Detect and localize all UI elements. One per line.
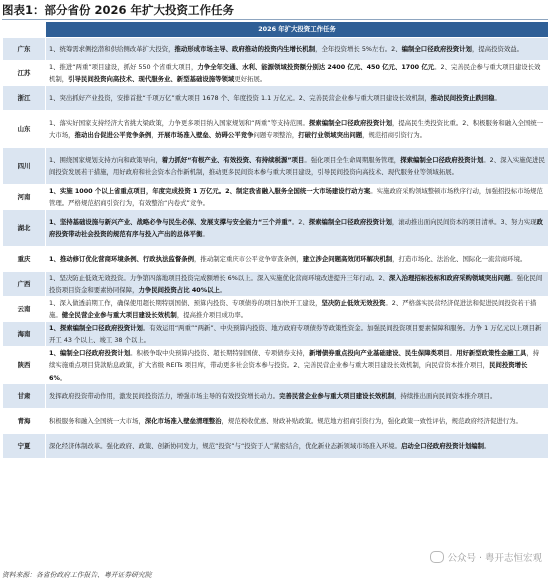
table-row (3, 61, 549, 86)
task-cell (46, 148, 549, 185)
task-text-bold: 推动出台促进公平竞争条例 (74, 131, 152, 139)
task-text: 积极服务和融入全国统一大市场， (49, 416, 145, 425)
task-text: ，全年投资增长 5%左右。2、 (315, 44, 402, 53)
task-cell (46, 384, 549, 409)
task-text: ，持续推出面向民间资本推介项目。 (394, 391, 497, 400)
task-text-bold: 力争全年交通、水利、能源领域投资额分别达 2400 亿元、450 亿元、1700 亿元 (197, 63, 435, 71)
task-text-bold: 1、坚持基础设施与新兴产业、战略必争与民生必保、发展支撑与安全能力“三个并重” (49, 217, 292, 226)
task-text: 问题专项整治， (253, 131, 299, 139)
task-text-bold: 健全民营企业参与重大项目建设长效机制 (61, 311, 177, 320)
table-row (3, 347, 549, 384)
task-text-bold: 打破行业领域突出问题 (298, 131, 363, 139)
table-row (3, 434, 549, 459)
task-text-bold: 坚决防止低效无效投资 (321, 299, 386, 307)
task-cell (46, 61, 549, 86)
task-text: ，推动制定重庆市公平竞争审查条例， (194, 254, 303, 263)
task-text: 。2、严格落实民营经济促进法和促进民间投资若干措施。 (49, 299, 537, 320)
province-cell: 山东 (3, 111, 46, 148)
task-text: 深化经济体制改革。强化政府、政策、创新协同发力，规范“投资”与“投资于人”紧密结合，优化新业态新领域市场准入环境。 (49, 441, 401, 450)
task-text: 1、推进“两重”项目建设，抓好 550 个省重大项目， (49, 63, 198, 71)
table-row (3, 272, 549, 297)
task-text: 。 (449, 349, 457, 357)
task-cell (46, 347, 549, 384)
task-text-bold: 1、实施 1000 个以上省重点项目，年度完成投资 1 万亿元。2、制定我省融入服务全国统一大市场建设行动方案 (49, 187, 371, 195)
task-text: 1、深入做透前期工作，确保使用超长期特别国债、预算内投资、专项债券的项目加快开工建设， (49, 299, 322, 307)
task-text: 发挥政府投资带动作用，激发民间投资活力，增强市场主导的有效投资增长动力。 (49, 391, 280, 400)
task-text: ，提高推介项目成功率。 (176, 311, 248, 320)
task-text: ，提高投资效益。 (471, 44, 524, 53)
task-text: ，滚动推出面向民间资本的项目清单。3、努力实现 (391, 217, 537, 226)
figure-title: 图表1：部分省份 2026 年扩大投资工作任务 (2, 3, 235, 17)
task-text-bold: 1、探索编制全口径政府投资计划 (49, 324, 143, 332)
province-cell: 湖北 (3, 210, 46, 247)
task-text-bold: 引导民间投资向高技术、现代服务业、新型基础设施等领域 (68, 75, 235, 84)
task-text: 。积极争取中央预算内投资、超长期特别国债、专项债券支持， (130, 349, 310, 357)
table-row (3, 210, 549, 247)
task-text-bold: 开展市场准入壁垒、妨碍公平竞争 (157, 131, 254, 139)
task-text-bold: 1、推动修订优化营商环境条例、行政执法监督条例 (49, 254, 195, 263)
province-cell: 重庆 (3, 247, 46, 272)
task-text: 1、坚决防止低效无效投资。力争第四落地项目投资完成额增长 6%以上。深入实施优化营商环境改进提升三年行动。2、 (49, 274, 389, 282)
task-cell (46, 111, 549, 148)
task-text: 。强化项目全生命周期服务管理， (304, 155, 401, 164)
province-cell: 陕西 (3, 347, 46, 384)
task-text-bold: 深化市场准入壁垒清理整治 (144, 416, 222, 425)
task-text-bold: 新增债券重点投向产业基础建设、民生保障类项目 (309, 349, 450, 357)
table-row (3, 322, 549, 347)
task-cell (46, 322, 549, 347)
source-note: 资料来源：各省份政府工作报告、粤开证券研究院 (2, 571, 152, 579)
task-text: 。强化民间投资项目资金和要素协同保障， (49, 274, 543, 295)
province-cell: 江苏 (3, 61, 46, 86)
task-text: 。 (59, 373, 67, 382)
task-text: 。有效运用“两重”“两新”、中央预算内投资、地方政府专项债券等政策性资金。加强民间投资 (142, 324, 406, 332)
task-text: 。 (202, 230, 209, 238)
table-row (3, 384, 549, 409)
province-cell: 河南 (3, 185, 46, 210)
task-text: 项目要素保障和服务。 (405, 324, 470, 332)
task-text-bold: 探索编制全口径政府投资计划 (400, 155, 484, 164)
wechat-icon (430, 551, 444, 563)
task-text-bold: 启动全口径政府投资计划编制 (400, 441, 485, 450)
task-cell (46, 272, 549, 297)
table-row (3, 86, 549, 111)
task-cell (46, 247, 549, 272)
task-text: 1、围绕国家规划支持方向和政策导向， (49, 155, 162, 164)
task-text: 。 (494, 93, 501, 102)
task-cell (46, 38, 549, 61)
task-text: ，打造市场化、法治化、国际化一流营商环境。 (392, 254, 527, 263)
task-text-bold: 着力抓好“有根产业、有效投资、有持续税源”项目 (161, 155, 305, 164)
task-text-bold: 民间投资增长 6% (49, 361, 528, 382)
task-text-bold: 探索编制全口径政府投资计划 (308, 217, 392, 226)
task-cell (46, 86, 549, 111)
watermark-text: 公众号 · 粤开志恒宏观 (447, 553, 542, 564)
task-text-bold: 完善民营企业参与重大项目建设长效机制 (279, 391, 395, 400)
task-text: 。2、完善民企参与重大项目建设长效机制， (49, 63, 541, 84)
task-cell (46, 409, 549, 434)
task-text: 更好拓展。 (234, 75, 267, 84)
header-blank-cell (3, 22, 46, 38)
task-text: 。 (484, 441, 491, 450)
province-cell: 四川 (3, 148, 46, 185)
task-cell (46, 185, 549, 210)
task-text: ，提高民生类投资比重。2、积极服务和融入全国统一大市场， (49, 118, 544, 139)
task-text-bold: 推动民间投资止跌回稳 (430, 93, 495, 102)
task-text: 。 (219, 286, 227, 295)
province-cell: 广东 (3, 38, 46, 61)
task-text: 。实施政府采购领域整顿市场秩序行动，加强招投标市场规范管理。严格规范招商引资行为，有效整治“内卷式”竞争。 (49, 187, 543, 208)
province-cell: 青海 (3, 409, 46, 434)
table-row (3, 185, 549, 210)
task-text-bold: 建立涉企问题高效闭环解决机制 (302, 254, 393, 263)
task-text: 1、统筹需求侧挖潜和供给侧改革扩大投资， (49, 44, 175, 53)
task-text-bold: 编制全口径政府投资计划 (401, 44, 472, 53)
task-text: ，规范招商引资行为。 (362, 131, 427, 139)
table-row (3, 38, 549, 61)
table-row (3, 409, 549, 434)
watermark (430, 551, 542, 566)
task-text: 1、突出抓好产业投资，安排首批“千项万亿”重大项目 1678 个、年度投资 1.1 万亿元。2、完善民营企业参与重大项目建设长效机制， (49, 93, 431, 102)
task-text: ，规范税收优惠、财政补贴政策。规范地方招商引资行为，强化政策一致性评估，规范政府经济促进行为。 (221, 416, 522, 425)
title-divider (2, 19, 548, 20)
task-text-bold: 探索编制全口径政府投资计划 (308, 118, 392, 127)
province-cell: 宁夏 (3, 434, 46, 459)
investment-task-table (2, 21, 549, 459)
task-text-bold: 政府投资带动社会投资的规范有序与投入产出的总体平衡 (49, 217, 543, 238)
task-text: 1、落实好国家支持经济大省挑大梁政策，力争更多项目纳入国家规划和“两重”等支持范围。 (49, 118, 309, 127)
province-cell: 广西 (3, 272, 46, 297)
task-text: ， (151, 131, 158, 139)
table-header-row (3, 22, 549, 38)
task-text-bold: 深入治理招标投标和政府采购领域突出问题 (388, 274, 511, 282)
task-text-bold: 1、编制全口径政府投资计划 (49, 349, 131, 357)
table-row (3, 297, 549, 322)
table-row (3, 247, 549, 272)
task-text: 力争 1 万亿元以上项目新开工 43 个以上、竣工 38 个以上。 (49, 324, 542, 345)
table-row (3, 148, 549, 185)
province-cell: 云南 (3, 297, 46, 322)
task-cell (46, 210, 549, 247)
table-header: 2026 年扩大投资工作任务 (46, 22, 549, 38)
task-text: 。2、深入实施促进民间投资发展若干措施，用好政府和社会资本合作新机制，推动更多民间资本参与重大项目建设，引导民间投资向高技术、现代服务业等领域拓展。 (49, 155, 545, 176)
province-cell: 甘肃 (3, 384, 46, 409)
task-text-bold: 用好新型政策性金融工具 (456, 349, 527, 357)
province-cell: 浙江 (3, 86, 46, 111)
task-text-bold: 力争民间投资占比 40%以上 (138, 286, 220, 295)
task-cell (46, 297, 549, 322)
province-cell: 海南 (3, 322, 46, 347)
task-text: ，持续实施重点项目贷款贴息政策，扩大省级 REITs 项目库，带动更多社会资本参与投资。2、完善民营企业参与重大项目建设长效机制，向民营资本推介项目， (49, 349, 540, 370)
task-text: 。2、 (291, 217, 309, 226)
task-cell (46, 434, 549, 459)
task-text-bold: 推动形成市场主导、政府推动的投资内生增长机制 (174, 44, 316, 53)
table-row (3, 111, 549, 148)
